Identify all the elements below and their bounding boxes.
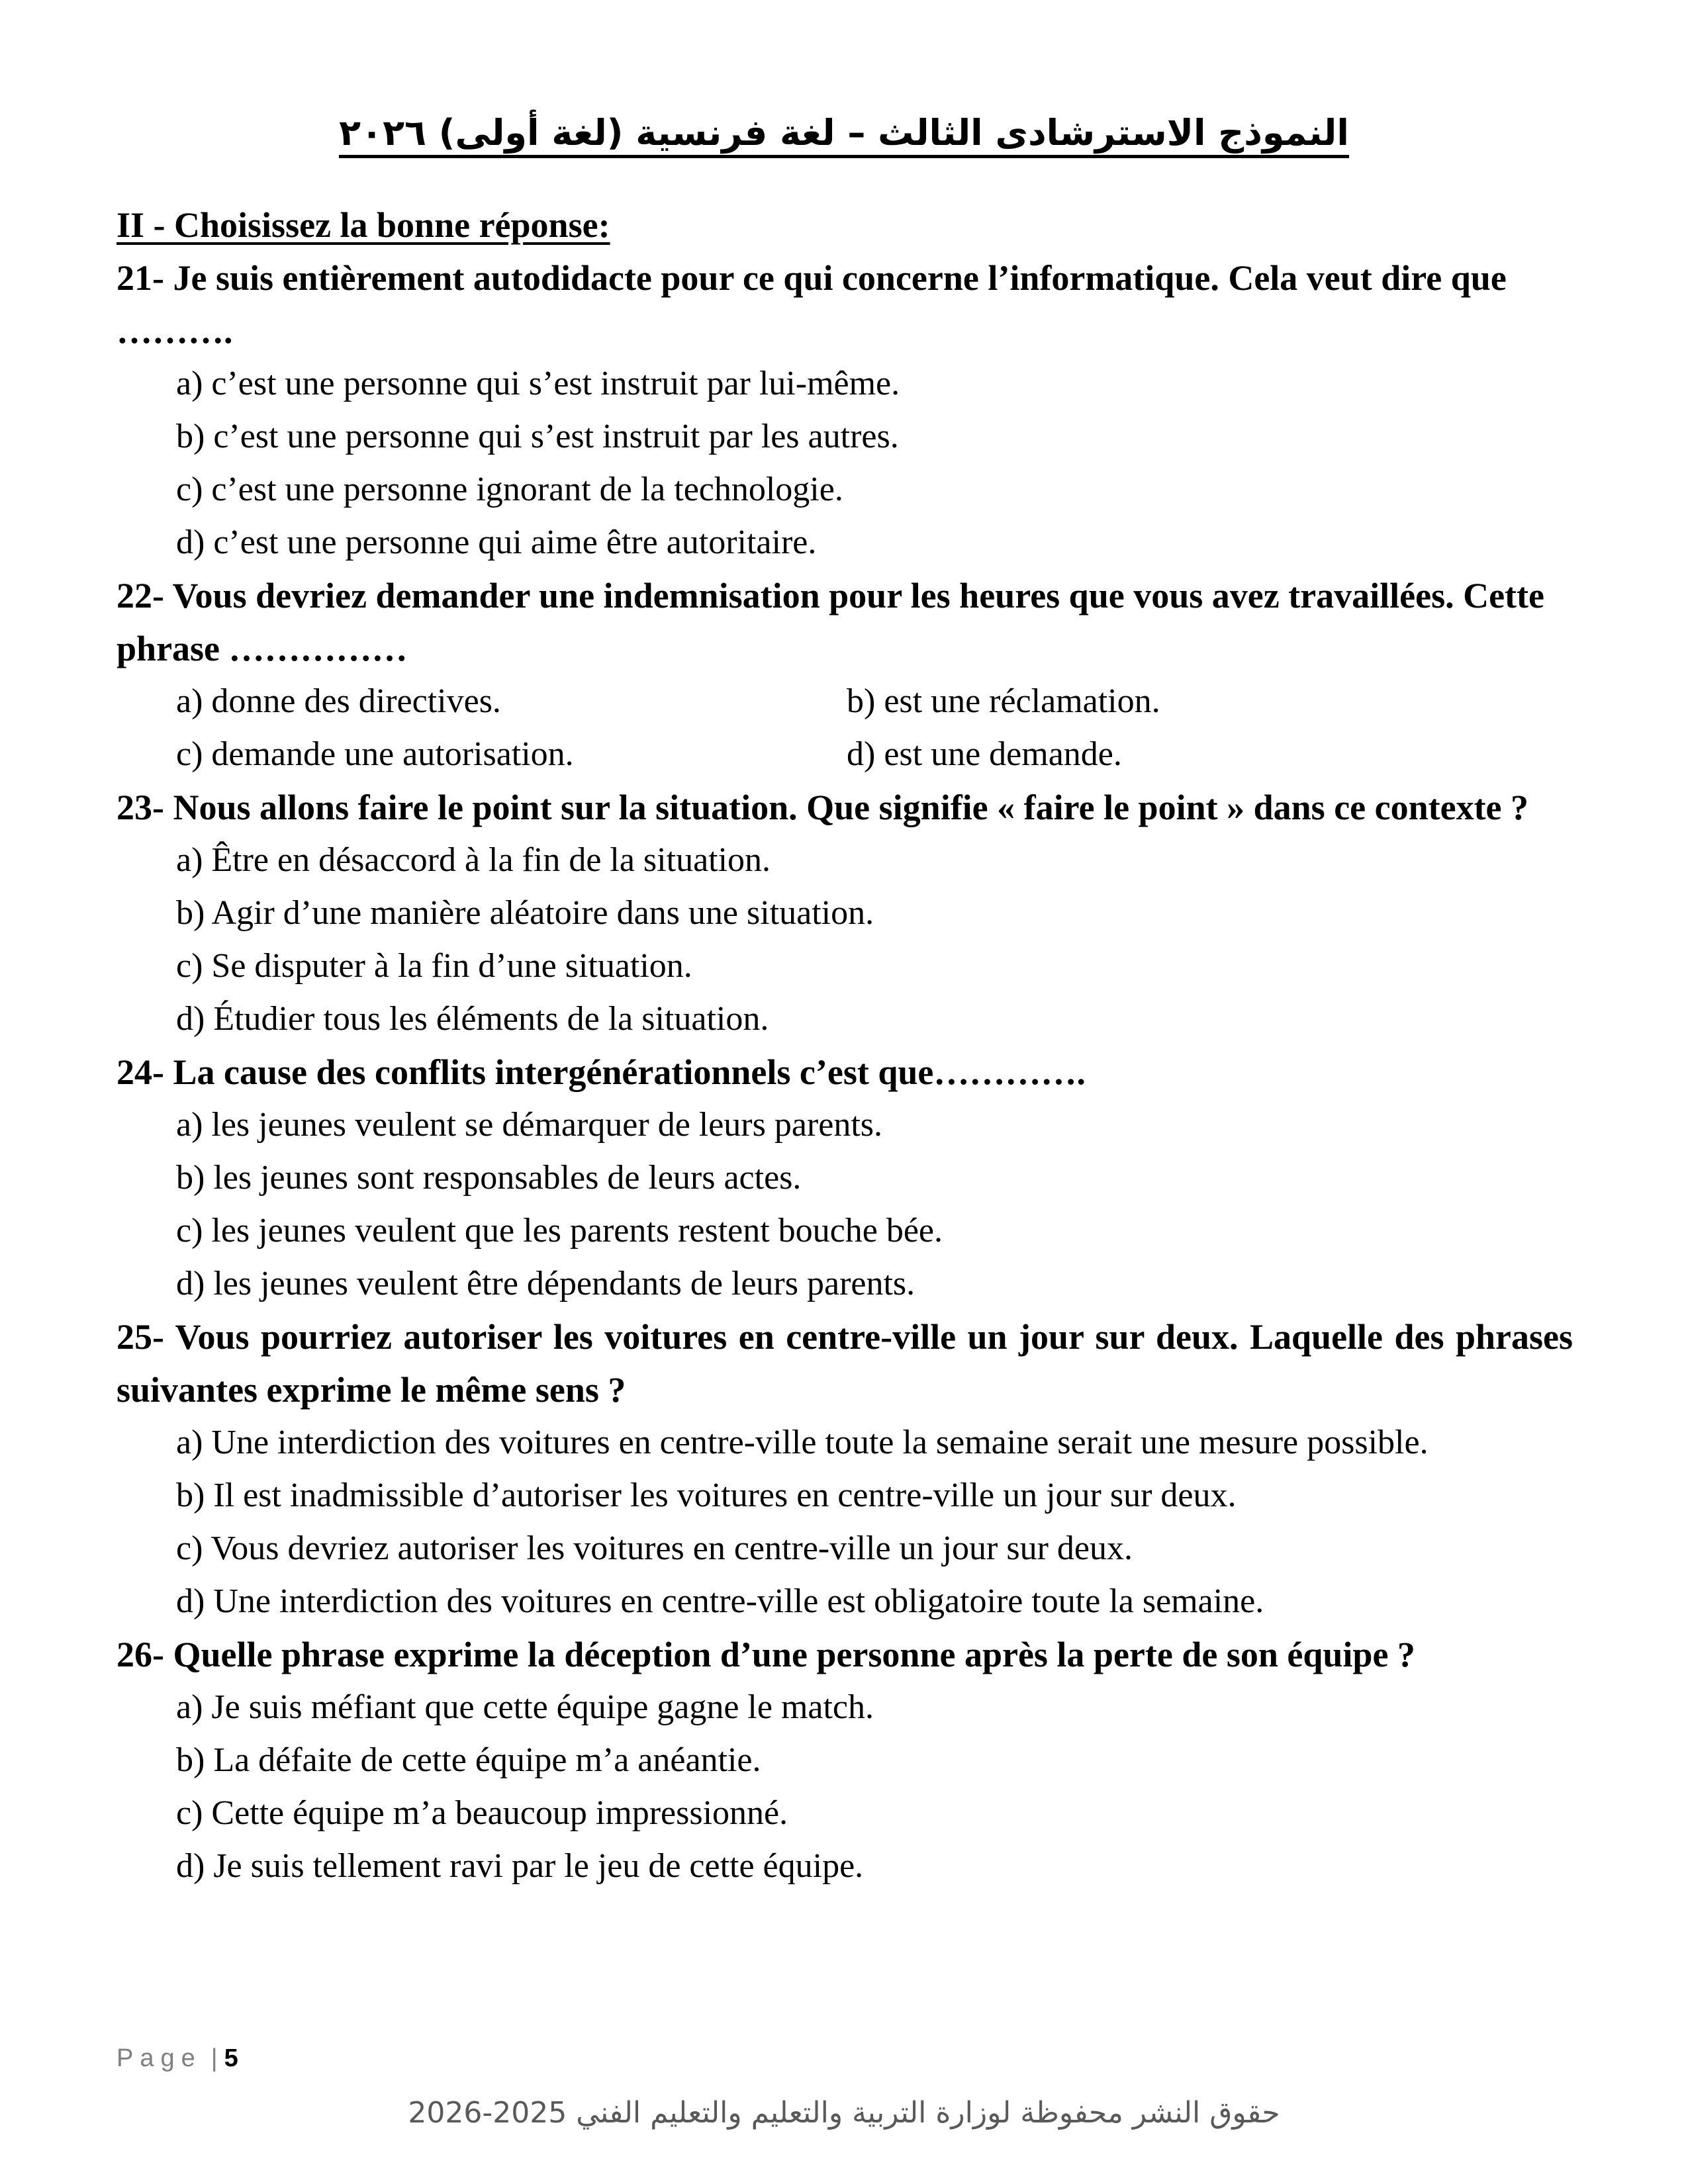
option-a: a) c’est une personne qui s’est instruit par lui-même. [176,365,900,402]
option-b: b) La défaite de cette équipe m’a anéantie. [176,1741,761,1779]
option-d: d) c’est une personne qui aime être autoritaire. [176,523,817,561]
option-list [117,1099,1573,1310]
question-text: 24- La cause des conflits intergénérationnels c’est que…………. [117,1052,1086,1092]
option-list [117,1416,1573,1628]
question-22 [117,569,1573,781]
question-text: 21- Je suis entièrement autodidacte pour ce qui concerne l’informatique. Cela veut dire que ………. [117,258,1507,351]
question-25 [117,1310,1573,1628]
question-text: 22- Vous devriez demander une indemnisation pour les heures que vous avez travaillées. Cette phrase …………… [117,576,1544,668]
question-text: 25- Vous pourriez autoriser les voitures en centre-ville un jour sur deux. Laquelle des phrases suivantes exprime le même sens ? [117,1317,1573,1410]
page-title-text: النموذج الاسترشادى الثالث – لغة فرنسية (لغة أولى) ٢٠٢٦ [339,112,1349,158]
option-a: a) donne des directives. [176,682,501,720]
option-c: c) Vous devriez autoriser les voitures en centre-ville un jour sur deux. [176,1529,1133,1567]
question-21 [117,251,1573,569]
option-c: c) c’est une personne ignorant de la technologie. [176,471,843,508]
option-c: c) Cette équipe m’a beaucoup impressionné. [176,1794,788,1832]
option-b: b) Il est inadmissible d’autoriser les voitures en centre-ville un jour sur deux. [176,1477,1237,1514]
option-list [117,675,1573,781]
option-b: b) Agir d’une manière aléatoire dans une situation. [176,894,874,932]
question-24 [117,1046,1573,1310]
option-list [117,357,1573,569]
exam-content [117,199,1573,1893]
page-title [0,110,1688,156]
option-list [117,834,1573,1046]
page-separator: | [211,2044,218,2072]
option-d: d) Étudier tous les éléments de la situation. [176,1000,769,1038]
question-text: 26- Quelle phrase exprime la déception d’une personne après la perte de son équipe ? [117,1635,1415,1674]
option-d: d) Une interdiction des voitures en centre-ville est obligatoire toute la semaine. [176,1582,1264,1620]
question-26 [117,1628,1573,1893]
option-d: d) les jeunes veulent être dépendants de leurs parents. [176,1265,915,1302]
option-a: a) Être en désaccord à la fin de la situation. [176,841,771,879]
option-b: b) c’est une personne qui s’est instruit par les autres. [176,418,899,455]
copyright-notice: حقوق النشر محفوظة لوزارة التربية والتعليم والتعليم الفني 2025-2026 [408,2096,1280,2130]
option-a: a) Une interdiction des voitures en centre-ville toute la semaine serait une mesure possible. [176,1424,1429,1461]
option-a: a) les jeunes veulent se démarquer de leurs parents. [176,1106,883,1144]
option-b: b) est une réclamation. [847,682,1160,720]
option-a: a) Je suis méfiant que cette équipe gagne le match. [176,1688,874,1726]
option-b: b) les jeunes sont responsables de leurs actes. [176,1159,802,1197]
page-footer [117,2038,238,2078]
option-c: c) demande une autorisation. [176,735,574,773]
option-d: d) Je suis tellement ravi par le jeu de cette équipe. [176,1847,864,1885]
option-list [117,1681,1573,1893]
page-number: 5 [224,2044,238,2072]
option-d: d) est une demande. [847,735,1122,773]
page-label: Page [117,2044,202,2072]
section-heading: II - Choisissez la bonne réponse: [117,205,610,245]
option-c: c) les jeunes veulent que les parents restent bouche bée. [176,1212,943,1250]
question-text: 23- Nous allons faire le point sur la situation. Que signifie « faire le point » dans ce contexte ? [117,788,1529,827]
question-23 [117,781,1573,1046]
option-c: c) Se disputer à la fin d’une situation. [176,947,692,985]
